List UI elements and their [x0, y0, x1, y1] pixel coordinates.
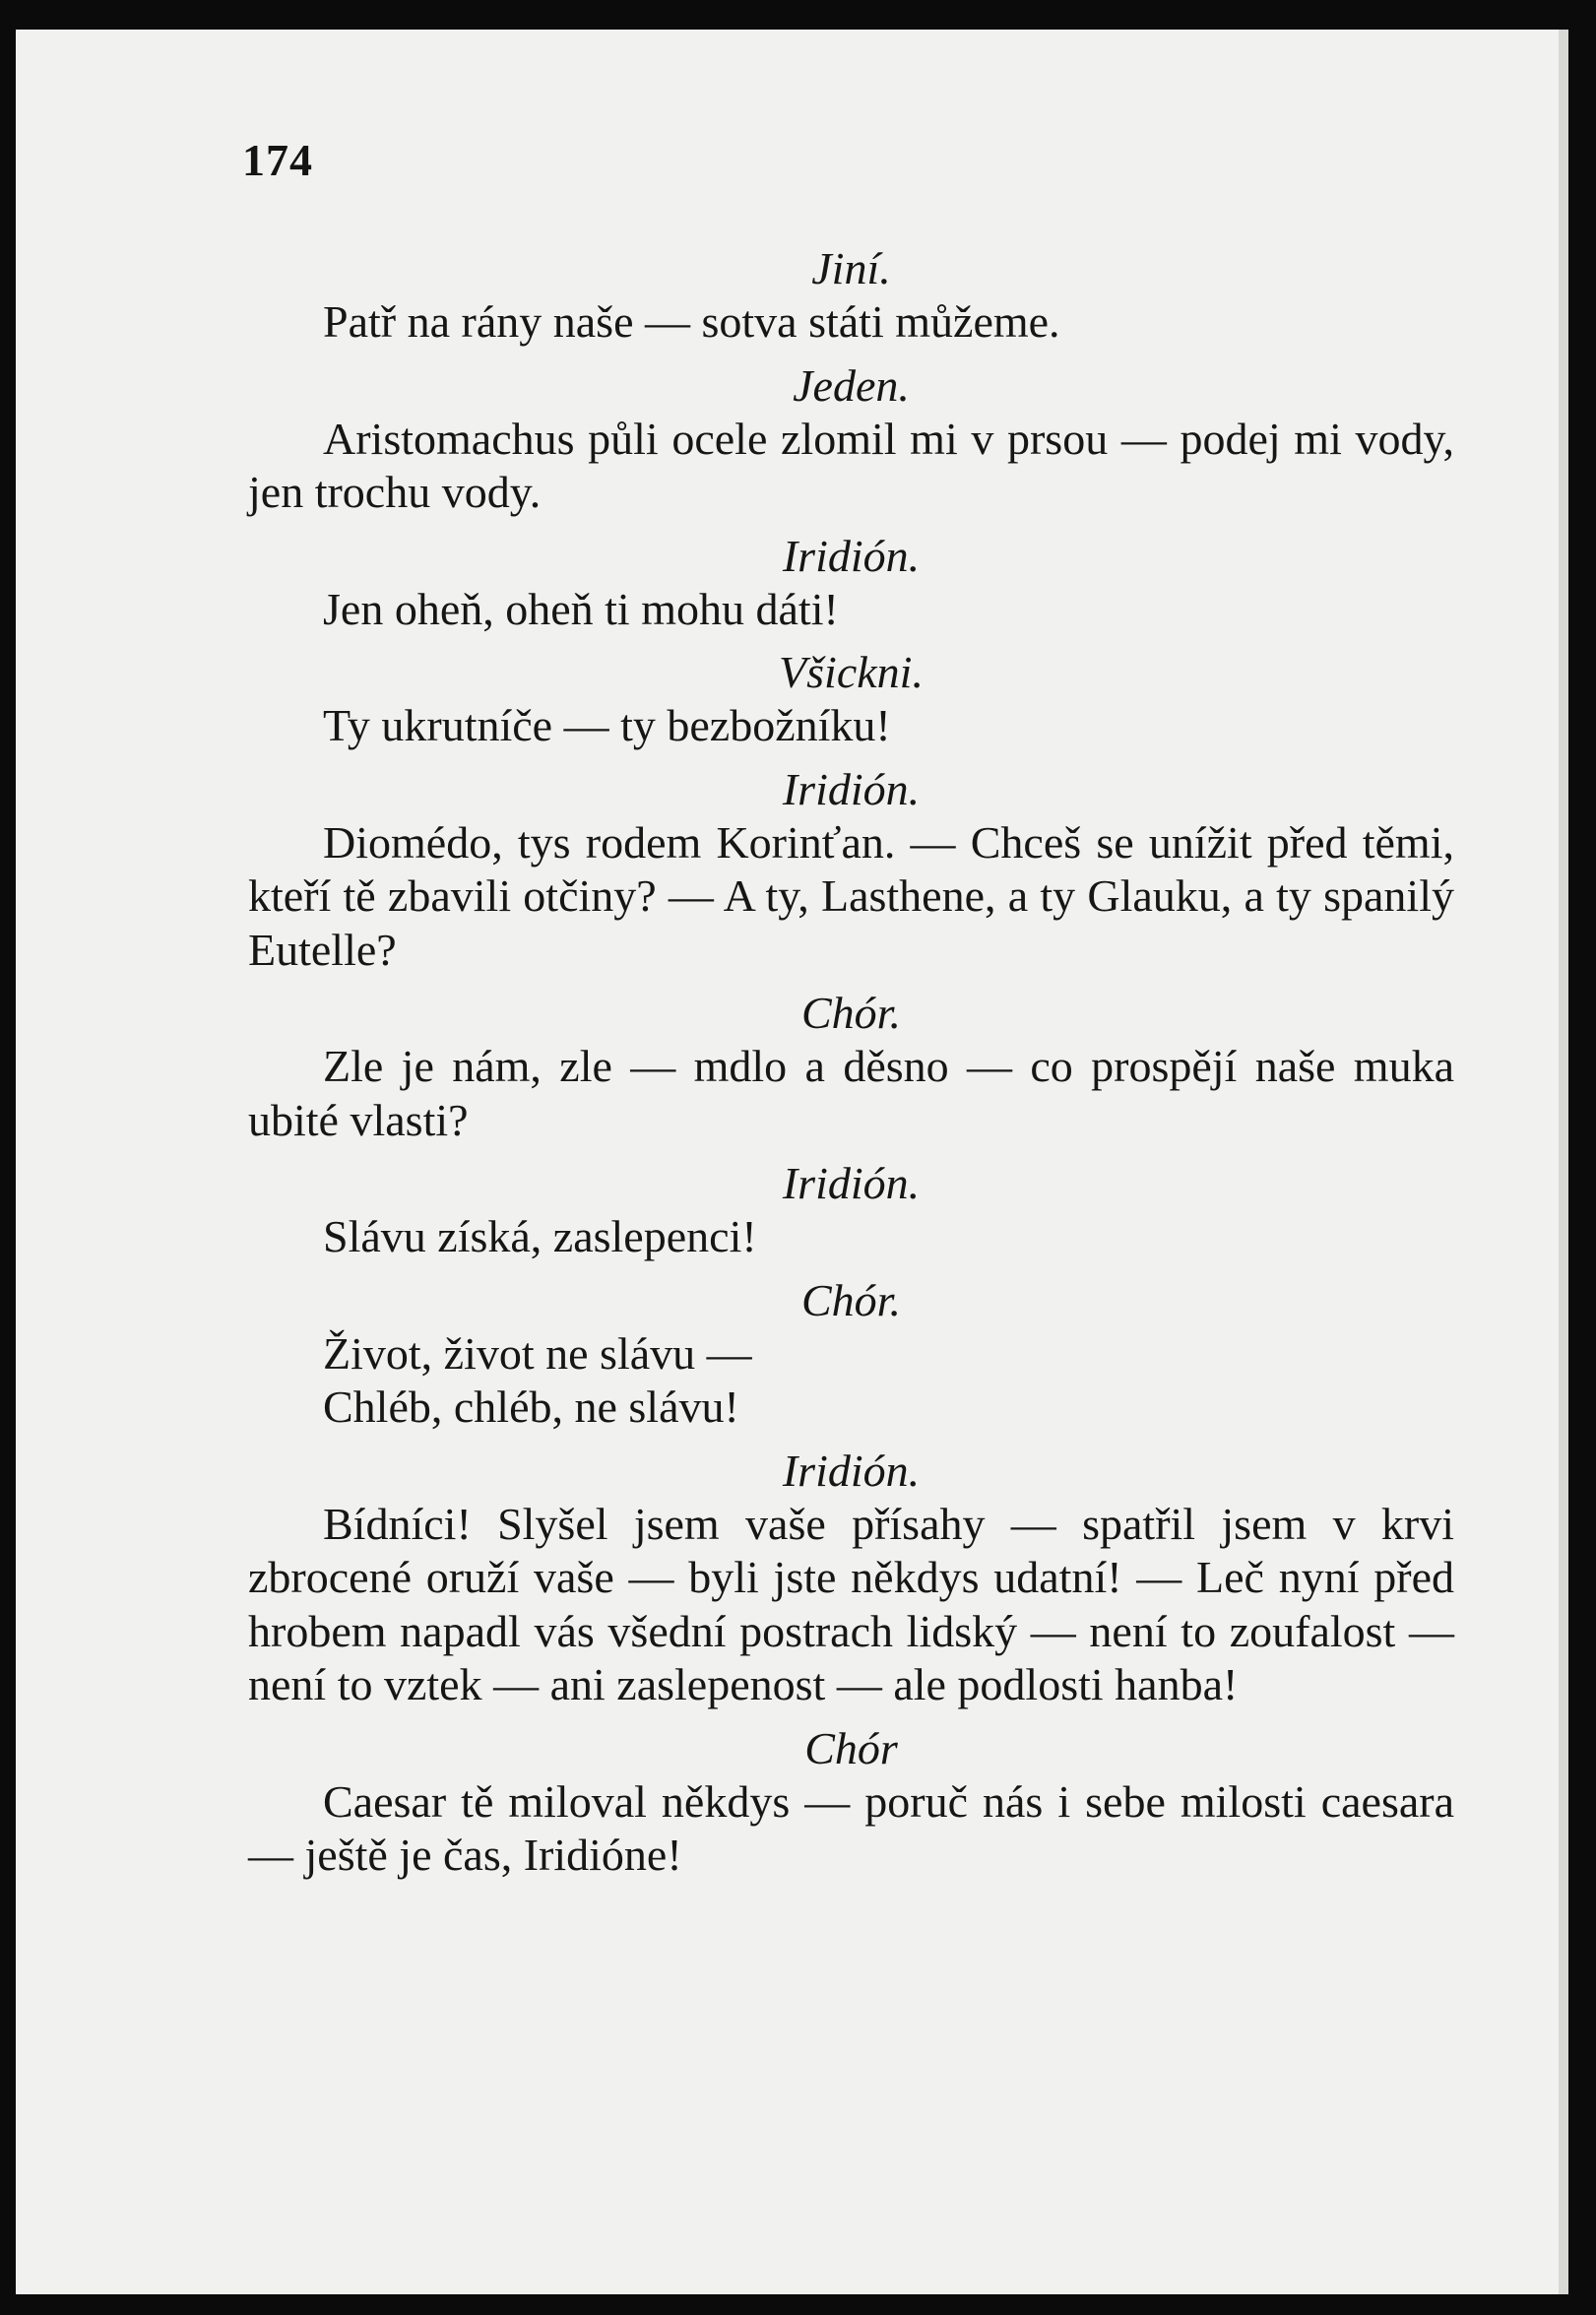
speech-text: Zle je nám, zle — mdlo a děsno — co prospějí naše muka ubité vlasti?	[248, 1041, 1454, 1145]
speech-text: Bídníci! Slyšel jsem vaše přísahy — spatřil jsem v krvi zbrocené oruží vaše — byli jste někdys udatní! — Leč nyní před hrobem napadl vás všední postrach lidský — není to zoufalost — není to vztek — ani zaslepenost — ale podlosti hanba!	[248, 1498, 1454, 1709]
speaker-label: Chór.	[801, 1274, 901, 1325]
speech-text: Aristomachus půli ocele zlomil mi v prsou — podej mi vody, jen trochu vody.	[248, 413, 1454, 517]
speaker-label: Iridión.	[782, 763, 921, 814]
speaker-label: Jeden.	[793, 359, 910, 411]
page-edge	[1559, 30, 1568, 2294]
speaker-label: Iridión.	[782, 530, 921, 581]
speaker-label: Všickni.	[779, 647, 924, 697]
speaker-label: Iridión.	[782, 1158, 921, 1208]
speech-text: Patř na rány naše — sotva státi můžeme.	[323, 296, 1060, 347]
speaker-label: Chór	[804, 1722, 898, 1773]
verse-line: Život, život ne slávu —	[323, 1327, 752, 1379]
speech-text: Slávu získá, zaslepenci!	[323, 1211, 757, 1261]
speech-text: Diomédo, tys rodem Korinťan. — Chceš se unížit před těmi, kteří tě zbavili otčiny? — A ty, Lasthene, a ty Glauku, a ty spanilý Eutelle?	[248, 816, 1454, 975]
page-number: 174	[242, 135, 313, 185]
speech-text: Caesar tě miloval někdys — poruč nás i sebe milosti caesara — ještě je čas, Iridióne!	[248, 1775, 1454, 1880]
drama-text	[248, 242, 1454, 1893]
speech-text: Ty ukrutníče — ty bezbožníku!	[323, 700, 891, 750]
verse-line: Chléb, chléb, ne slávu!	[323, 1382, 739, 1432]
speaker-label: Chór.	[801, 988, 901, 1038]
speech-text: Jen oheň, oheň ti mohu dáti!	[323, 583, 839, 634]
speaker-label: Iridión.	[782, 1445, 921, 1496]
speaker-label: Jiní.	[811, 243, 891, 293]
verse-lines	[248, 1327, 1454, 1435]
